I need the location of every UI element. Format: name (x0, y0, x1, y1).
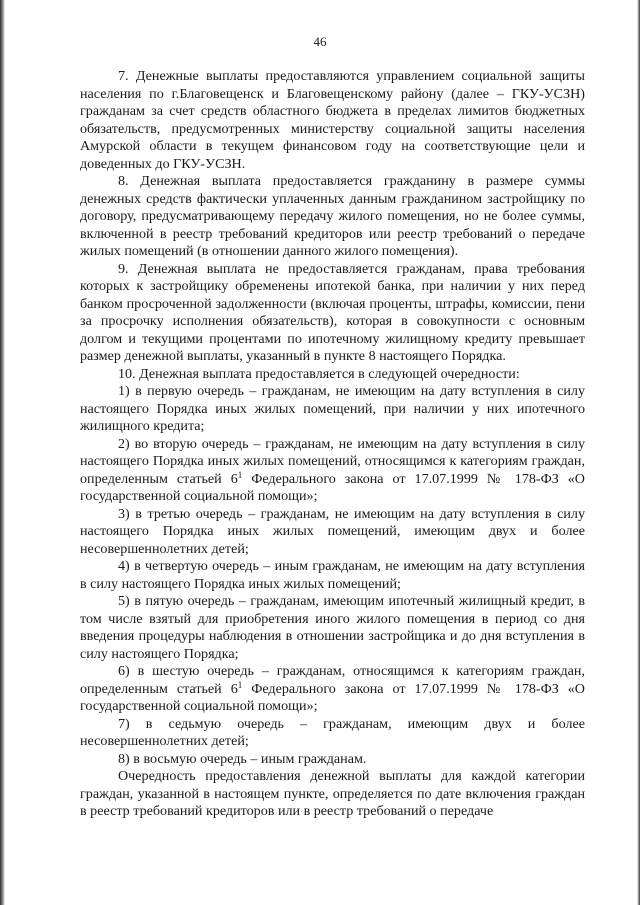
list-item-2 (80, 436, 585, 506)
document-body (80, 68, 585, 821)
paragraph-10: 10. Денежная выплата предоставляется в следующей очередности: (118, 365, 520, 382)
list-item-1: 1) в первую очередь – гражданам, не имеющим на дату вступления в силу настоящего Порядка иных жилых помещений, при наличии у них ипотечного жилищного кредита; (80, 383, 585, 434)
paragraph-8: 8. Денежная выплата предоставляется гражданину в размере суммы денежных средств фактически уплаченных данным гражданином застройщику по договору, предусматривающему передачу жилого помещения, но не более суммы, включенной в реестр требований кредиторов или реестр требований о передаче жилых помещений (в отношении данного жилого помещения). (80, 173, 585, 259)
list-item-3: 3) в третью очередь – гражданам, не имеющим на дату вступления в силу настоящего Порядка иных жилых помещений, имеющим двух и более несовершеннолетних детей; (80, 505, 585, 557)
list-item-2-text: 2) во вторую очередь – гражданам, не имеющим на дату вступления в силу настоящего Порядка иных жилых помещений, относящимся к категориям граждан, определенным статьей 6 (80, 435, 585, 487)
list-item-6-text-cont: Федерального закона от 17.07.1999 № 178-ФЗ «О государственной социальной помощи»; (80, 680, 585, 714)
closing-paragraph: Очередность предоставления денежной выплаты для каждой категории граждан, указанной в настоящем пункте, определяется по дате включения граждан в реестр требований кредиторов или в реестр требований о передаче (80, 768, 585, 819)
list-item-8: 8) в восьмую очередь – иным гражданам. (118, 750, 367, 767)
scan-edge-left (0, 0, 5, 905)
page-number: 46 (313, 34, 327, 49)
list-item-2-text-cont: Федерального закона от 17.07.1999 № 178-ФЗ «О государственной социальной помощи»; (80, 470, 585, 504)
superscript: 1 (237, 679, 243, 690)
superscript: 1 (237, 469, 243, 480)
list-item-5: 5) в пятую очередь – гражданам, имеющим ипотечный жилищный кредит, в том числе взятый для приобретения иного жилого помещения в период со дня введения процедуры наблюдения в отношении застройщика и до дня вступления в силу настоящего Порядка; (80, 593, 585, 662)
list-item-6 (80, 663, 585, 716)
paragraph-7: 7. Денежные выплаты предоставляются управлением социальной защиты населения по г.Благовещенск и Благовещенскому району (далее – ГКУ-УСЗН) гражданам за счет средств областного бюджета в пределах лимитов бюджетных обязательств, предусмотренных министерству социальной защиты населения Амурской области в текущем финансовом году на соответствующие цели и доведенных до ГКУ-УСЗН. (80, 68, 585, 172)
list-item-7: 7) в седьмую очередь – гражданам, имеющим двух и более несовершеннолетних детей; (80, 715, 585, 749)
list-item-4: 4) в четвертую очередь – иным гражданам, не имеющим на дату вступления в силу настоящего Порядка иных жилых помещений; (80, 558, 585, 592)
list-item-6-text: 6) в шестую очередь – гражданам, относящимся к категориям граждан, определенным статьей 6 (80, 663, 585, 697)
paragraph-9: 9. Денежная выплата не предоставляется гражданам, права требования которых к застройщику обременены ипотекой банка, при наличии у них перед банком просроченной задолженности (включая проценты, штрафы, комиссии, пени за просрочку исполнения обязательств), которая в совокупности с основным долгом и текущими процентами по ипотечному жилищному кредиту превышает размер денежной выплаты, указанный в пункте 8 настоящего Порядка. (80, 260, 585, 364)
